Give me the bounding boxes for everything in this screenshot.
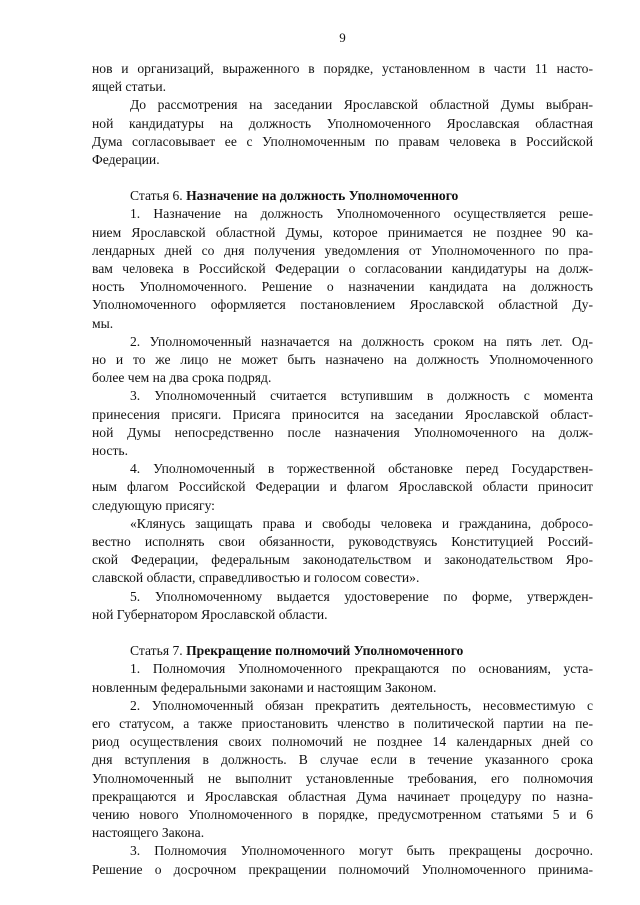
text-line: дня вступления в должность. В случае если в течение указанного срока — [92, 752, 593, 768]
paragraph — [92, 697, 593, 843]
article-number: Статья 7. — [130, 643, 187, 659]
text-line: мы. — [92, 315, 114, 331]
article-heading — [92, 642, 593, 660]
text-line: следующую присягу: — [92, 497, 215, 513]
text-line: ность Уполномоченного. Решение о назначении кандидата на должность — [92, 279, 593, 295]
text-line: 2. Уполномоченный обязан прекратить деятельность, несовместимую с — [130, 697, 593, 713]
document-body — [92, 60, 593, 879]
text-line: ской Федерации, федеральным законодательством и законодательством Яро- — [92, 552, 593, 568]
text-line: вам человека в Российской Федерации о согласовании кандидатуры на долж- — [92, 261, 593, 277]
text-line: новленным федеральными законами и настоящим Законом. — [92, 679, 437, 695]
paragraph — [92, 96, 593, 169]
text-line: 1. Назначение на должность Уполномоченного осуществляется реше- — [130, 206, 593, 222]
paragraph — [92, 842, 593, 878]
article-number: Статья 6. — [130, 188, 187, 204]
paragraph-gap — [92, 624, 593, 642]
text-line: нов и организаций, выраженного в порядке, установленном в части 11 насто- — [92, 61, 593, 76]
text-line: славской области, справедливостью и голосом совести». — [92, 570, 420, 586]
text-line: ной Думы непосредственно после назначения Уполномоченного на долж- — [92, 424, 593, 440]
article-heading — [92, 187, 593, 205]
text-line: ной Губернатором Ярославской области. — [92, 606, 328, 622]
page-number: 9 — [339, 30, 346, 45]
text-line: Решение о досрочном прекращении полномочий Уполномоченного принима- — [92, 861, 593, 877]
article-title: Прекращение полномочий Уполномоченного — [186, 643, 464, 659]
text-line: ность. — [92, 443, 128, 459]
text-line: прекращаются и Ярославская областная Дума начинает процедуру по назна- — [92, 788, 593, 804]
paragraph — [92, 515, 593, 588]
text-line: чению нового Уполномоченного в порядке, предусмотренном статьями 5 и 6 — [92, 806, 593, 822]
article-title: Назначение на должность Уполномоченного — [186, 188, 459, 204]
text-line: Федерации. — [92, 152, 160, 168]
text-line: Уполномоченный не выполнит установленные требования, его полномочия — [92, 770, 593, 786]
text-line: нием Ярославской областной Думы, которое принимается не позднее 90 ка- — [92, 224, 593, 240]
text-line: настоящего Закона. — [92, 825, 205, 841]
text-line: 2. Уполномоченный назначается на должность сроком на пять лет. Од- — [130, 333, 593, 349]
text-line: принесения присяги. Присяга приносится на заседании Ярославской област- — [92, 406, 593, 422]
text-line: 1. Полномочия Уполномоченного прекращаются по основаниям, уста- — [130, 661, 593, 677]
paragraph — [92, 333, 593, 388]
text-line: 4. Уполномоченный в торжественной обстановке перед Государствен- — [130, 461, 593, 477]
paragraph — [92, 660, 593, 696]
text-line: ным флагом Российской Федерации и флагом Ярославской области приносит — [92, 479, 593, 495]
text-line: 3. Уполномоченный считается вступившим в должность с момента — [130, 388, 593, 404]
paragraph — [92, 60, 593, 96]
text-line: но и то же лицо не может быть назначено на должность Уполномоченного — [92, 352, 593, 368]
text-line: риод осуществления своих полномочий не позднее 14 календарных дней со — [92, 734, 593, 750]
text-line: ящей статьи. — [92, 79, 167, 95]
paragraph-gap — [92, 169, 593, 187]
paragraph — [92, 387, 593, 460]
text-line: его статусом, а также приостановить членство в политической партии на пе- — [92, 715, 593, 731]
text-line: более чем на два срока подряд. — [92, 370, 272, 386]
text-line: лендарных дней со дня получения уведомления от Уполномоченного по пра- — [92, 242, 593, 258]
text-line: 5. Уполномоченному выдается удостоверение по форме, утвержден- — [130, 588, 593, 604]
text-line: «Клянусь защищать права и свободы человека и гражданина, добросо- — [130, 515, 593, 531]
text-line: ной кандидатуры на должность Уполномоченного Ярославская областная — [92, 115, 593, 131]
paragraph — [92, 588, 593, 624]
text-line: 3. Полномочия Уполномоченного могут быть прекращены досрочно. — [130, 843, 593, 859]
text-line: Дума согласовывает ее с Уполномоченным по правам человека в Российской — [92, 133, 593, 149]
paragraph — [92, 460, 593, 515]
text-line: Уполномоченного оформляется постановлением Ярославской областной Ду- — [92, 297, 593, 313]
text-line: вестно исполнять свои обязанности, руководствуясь Конституцией Россий- — [92, 534, 593, 550]
paragraph — [92, 205, 593, 332]
text-line: До рассмотрения на заседании Ярославской областной Думы выбран- — [130, 97, 593, 113]
